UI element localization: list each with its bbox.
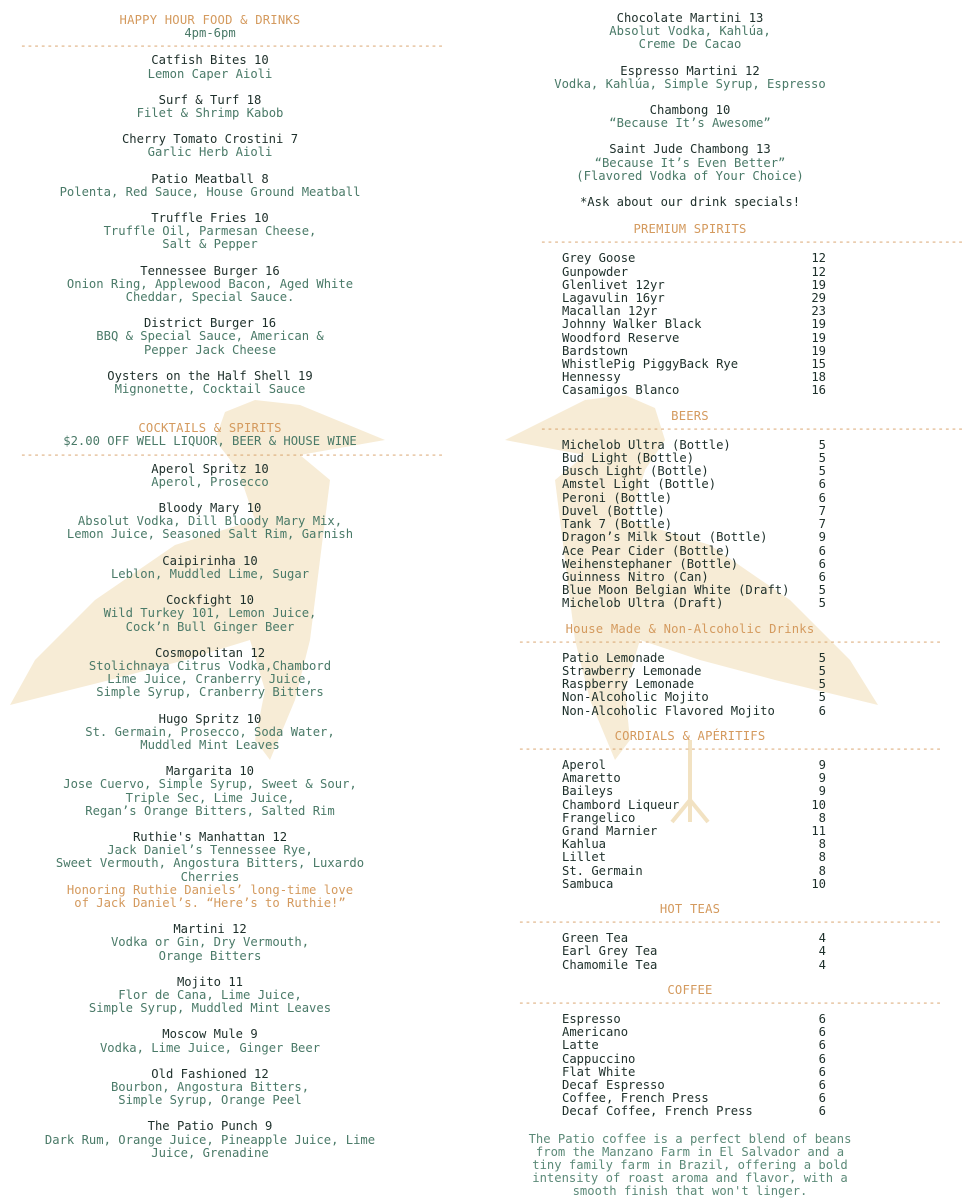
item-description: Mignonette, Cocktail Sauce (114, 382, 306, 397)
item-name: The Patio Punch 9 (147, 1119, 273, 1134)
drink-name: Dragon’s Milk Stout (Bottle) (562, 530, 768, 545)
price-row (562, 332, 826, 345)
price-row (562, 705, 826, 718)
drink-name: Macallan 12yr (562, 304, 658, 319)
menu-item (20, 94, 400, 120)
divider: ---------------------------------------------------------------- (540, 235, 964, 249)
item-description: BBQ & Special Sauce, American & (96, 329, 324, 344)
drink-name: Bardstown (562, 343, 629, 358)
drink-price: 19 (811, 343, 826, 358)
item-description: Regan’s Orange Bitters, Salted Rim (85, 803, 335, 818)
drink-name: Flat White (562, 1064, 636, 1079)
drink-price: 9 (818, 530, 826, 545)
item-description: Onion Ring, Applewood Bacon, Aged White (66, 276, 354, 291)
price-list (562, 652, 826, 718)
menu-item (20, 265, 400, 305)
item-description: Creme De Cacao (638, 37, 742, 52)
item-description: Juice, Grenadine (151, 1145, 269, 1160)
menu-item (20, 1120, 400, 1160)
drink-section (500, 728, 942, 891)
happy-hour-section (20, 13, 444, 397)
right-column (500, 0, 964, 1199)
drink-price: 23 (811, 304, 826, 319)
coffee-note-line: tiny family farm in Brazil, offering a bold (532, 1158, 848, 1173)
drink-name: Coffee, French Press (562, 1091, 709, 1106)
drink-price: 6 (818, 1104, 826, 1119)
item-name: Oysters on the Half Shell 19 (107, 368, 313, 383)
drink-price: 19 (811, 330, 826, 345)
drink-price: 10 (811, 797, 826, 812)
drink-price: 5 (818, 650, 826, 665)
coffee-note-line: from the Manzano Farm in El Salvador and a (535, 1144, 845, 1159)
drink-name: Latte (562, 1038, 599, 1053)
drink-price: 12 (811, 264, 826, 279)
divider: ---------------------------------------------------------------- (20, 39, 444, 53)
item-description: Lime Juice, Cranberry Juice, (107, 672, 313, 687)
drink-price: 5 (818, 437, 826, 452)
item-name: Old Fashioned 12 (151, 1066, 269, 1081)
price-row (562, 812, 826, 825)
drink-name: Lillet (562, 850, 607, 865)
price-list (562, 1013, 826, 1119)
item-note: of Jack Daniel’s. “Here’s to Ruthie!” (74, 895, 346, 910)
menu-item (20, 212, 400, 252)
drink-price: 9 (818, 771, 826, 786)
drink-name: Strawberry Lemonade (562, 663, 702, 678)
drink-name: Guinness Nitro (Can) (562, 569, 709, 584)
menu-item (500, 143, 880, 183)
drink-name: Peroni (Bottle) (562, 490, 673, 505)
item-name: Truffle Fries 10 (151, 211, 269, 226)
section-title: COFFEE (667, 982, 713, 997)
menu-item (20, 317, 400, 357)
drink-price: 15 (811, 357, 826, 372)
drink-name: Kahlua (562, 837, 607, 852)
drink-price: 8 (818, 837, 826, 852)
item-name: Surf & Turf 18 (158, 92, 262, 107)
drink-sections (500, 222, 964, 1119)
section-title: COCKTAILS & SPIRITS (138, 421, 282, 436)
drink-name: Amaretto (562, 771, 621, 786)
item-description: Cock’n Bull Ginger Beer (125, 619, 295, 634)
section-title: HOT TEAS (659, 901, 721, 916)
menu-item (20, 54, 400, 80)
item-description: Stolichnaya Citrus Vodka,Chambord (88, 658, 332, 673)
drink-name: Gunpowder (562, 264, 629, 279)
drink-price: 12 (811, 251, 826, 266)
drink-price: 7 (818, 503, 826, 518)
menu-item (20, 713, 400, 753)
drink-price: 8 (818, 810, 826, 825)
item-name: Mojito 11 (176, 974, 244, 989)
drink-name: Non-Alcoholic Mojito (562, 690, 709, 705)
drink-price: 5 (818, 451, 826, 466)
drink-name: Espresso (562, 1011, 621, 1026)
coffee-note (500, 1133, 880, 1199)
item-description: St. Germain, Prosecco, Soda Water, (85, 724, 335, 739)
item-description: Pepper Jack Cheese (143, 342, 277, 357)
menu-item (20, 765, 400, 818)
drink-price: 6 (818, 703, 826, 718)
item-name: Bloody Mary 10 (158, 501, 262, 516)
drink-name: Woodford Reserve (562, 330, 680, 345)
drink-name: Johnny Walker Black (562, 317, 702, 332)
drink-price: 4 (818, 957, 826, 972)
drink-name: Michelob Ultra (Bottle) (562, 437, 731, 452)
item-name: Moscow Mule 9 (162, 1027, 258, 1042)
coffee-note-line: The Patio coffee is a perfect blend of beans (528, 1131, 852, 1146)
drink-name: Frangelico (562, 810, 636, 825)
item-description: Flor de Cana, Lime Juice, (118, 987, 302, 1002)
drink-name: Tank 7 (Bottle) (562, 517, 673, 532)
drink-price: 6 (818, 1091, 826, 1106)
section-title: PREMIUM SPIRITS (633, 222, 747, 237)
price-row (562, 865, 826, 878)
menu-item (500, 12, 880, 52)
price-row (562, 785, 826, 798)
item-description: Dark Rum, Orange Juice, Pineapple Juice, Lime (44, 1132, 376, 1147)
drink-section (500, 408, 964, 611)
menu-item (20, 173, 400, 199)
menu-item (500, 104, 880, 130)
drink-name: Decaf Espresso (562, 1078, 665, 1092)
item-description: Salt & Pepper (162, 237, 258, 252)
price-row (562, 1105, 826, 1118)
item-description: Simple Syrup, Muddled Mint Leaves (88, 1001, 332, 1016)
price-row (562, 597, 826, 610)
item-description: Simple Syrup, Cranberry Bitters (96, 685, 324, 700)
item-description: Aperol, Prosecco (151, 474, 269, 489)
drink-price: 9 (818, 757, 826, 772)
menu-item (20, 370, 400, 396)
item-description: Absolut Vodka, Dill Bloody Mary Mix, (77, 514, 343, 529)
item-description: “Because It’s Awesome” (609, 116, 771, 131)
menu-item (20, 976, 400, 1016)
drink-name: Grey Goose (562, 251, 636, 266)
happy-hour-time: 4pm-6pm (184, 26, 236, 41)
drink-price: 4 (818, 944, 826, 959)
item-description: Bourbon, Angostura Bitters, (110, 1079, 310, 1094)
item-description: Orange Bitters (158, 948, 262, 963)
drink-name: Non-Alcoholic Flavored Mojito (562, 703, 775, 718)
drink-price: 29 (811, 291, 826, 306)
drink-name: Chambord Liqueur (562, 797, 680, 812)
divider: ---------------------------------------------------------------- (518, 995, 942, 1009)
divider: ---------------------------------------------------------------- (518, 634, 942, 648)
drink-price: 7 (818, 517, 826, 532)
drink-price: 6 (818, 1025, 826, 1040)
menu-item (20, 647, 400, 700)
item-name: Tennessee Burger 16 (140, 263, 280, 278)
drink-name: Chamomile Tea (562, 957, 658, 972)
drink-section (500, 621, 942, 718)
item-name: Patio Meatball 8 (151, 171, 269, 186)
drink-price: 6 (818, 569, 826, 584)
drink-name: Glenlivet 12yr (562, 277, 665, 292)
price-row (562, 1039, 826, 1052)
menu-item (20, 831, 400, 910)
drink-name: Lagavulin 16yr (562, 291, 665, 306)
drink-price: 18 (811, 370, 826, 385)
item-description: Vodka, Lime Juice, Ginger Beer (99, 1040, 321, 1055)
price-list (562, 252, 826, 397)
price-row (562, 878, 826, 891)
price-row (562, 478, 826, 491)
drink-price: 9 (818, 784, 826, 799)
price-list (562, 932, 826, 972)
price-row (562, 266, 826, 279)
item-description: Simple Syrup, Orange Peel (118, 1093, 302, 1108)
price-row (562, 652, 826, 665)
menu-item (20, 555, 400, 581)
price-list (562, 759, 826, 891)
item-description: Leblon, Muddled Lime, Sugar (110, 566, 310, 581)
item-name: Saint Jude Chambong 13 (609, 142, 771, 157)
menu-item (20, 502, 400, 542)
drink-price: 5 (818, 677, 826, 692)
drink-price: 5 (818, 690, 826, 705)
item-description: Jose Cuervo, Simple Syrup, Sweet & Sour, (63, 777, 357, 792)
price-row (562, 945, 826, 958)
price-row (562, 252, 826, 265)
happy-hour-items (20, 54, 400, 396)
drink-name: St. Germain (562, 863, 643, 878)
item-description: Truffle Oil, Parmesan Cheese, (103, 224, 317, 239)
section-title: House Made & Non-Alcoholic Drinks (565, 621, 815, 636)
item-description: “Because It’s Even Better” (594, 155, 786, 170)
drink-price: 4 (818, 931, 826, 946)
item-description: Triple Sec, Lime Juice, (125, 790, 295, 805)
drink-price: 19 (811, 277, 826, 292)
item-name: Cockfight 10 (165, 593, 255, 608)
item-name: Hugo Spritz 10 (158, 711, 262, 726)
section-title: HAPPY HOUR FOOD & DRINKS (119, 13, 301, 27)
price-row (562, 545, 826, 558)
drink-price: 6 (818, 1011, 826, 1026)
drink-price: 10 (811, 876, 826, 891)
drink-price: 5 (818, 464, 826, 479)
divider: ---------------------------------------------------------------- (518, 741, 942, 755)
price-list (562, 439, 826, 611)
item-name: Chambong 10 (649, 103, 731, 118)
section-title: CORDIALS & APÉRITIFS (614, 728, 766, 743)
cocktails-subtitle: $2.00 OFF WELL LIQUOR, BEER & HOUSE WINE (63, 434, 357, 449)
cocktail-items (20, 463, 400, 1160)
menu-item (20, 923, 400, 963)
item-name: Martini 12 (173, 922, 247, 937)
item-description: Vodka, Kahlúa, Simple Syrup, Espresso (554, 76, 826, 91)
drink-price: 6 (818, 1078, 826, 1092)
price-row (562, 558, 826, 571)
drink-price: 6 (818, 477, 826, 492)
item-description: Polenta, Red Sauce, House Ground Meatball (59, 184, 361, 199)
drink-price: 6 (818, 1064, 826, 1079)
item-name: Espresso Martini 12 (620, 63, 760, 78)
drink-price: 16 (811, 383, 826, 398)
item-description: Vodka or Gin, Dry Vermouth, (110, 935, 310, 950)
drink-name: Sambuca (562, 876, 614, 891)
price-row (562, 1026, 826, 1039)
specials-note: *Ask about our drink specials! (579, 195, 801, 210)
drink-name: Michelob Ultra (Draft) (562, 596, 724, 611)
item-description: Absolut Vodka, Kahlúa, (609, 24, 771, 39)
price-row (562, 799, 826, 812)
price-row (562, 691, 826, 704)
drink-name: Bud Light (Bottle) (562, 451, 695, 466)
item-name: District Burger 16 (143, 316, 277, 331)
drink-section (500, 222, 964, 398)
item-description: (Flavored Vodka of Your Choice) (576, 168, 804, 183)
menu-item (20, 133, 400, 159)
drink-name: Americano (562, 1025, 629, 1040)
drink-section (500, 982, 942, 1119)
drink-price: 6 (818, 490, 826, 505)
drink-name: Busch Light (Bottle) (562, 464, 709, 479)
drink-name: Blue Moon Belgian White (Draft) (562, 583, 790, 598)
price-row (562, 959, 826, 972)
drink-price: 5 (818, 596, 826, 611)
divider: ---------------------------------------------------------------- (20, 447, 444, 461)
drink-name: Aperol (562, 757, 607, 772)
drink-name: Baileys (562, 784, 614, 799)
drink-name: Decaf Coffee, French Press (562, 1104, 753, 1119)
item-description: Jack Daniel’s Tennessee Rye, (107, 843, 313, 858)
drink-name: Raspberry Lemonade (562, 677, 695, 692)
martini-items (500, 12, 880, 183)
drink-price: 5 (818, 663, 826, 678)
drink-price: 8 (818, 863, 826, 878)
drink-section (500, 901, 942, 972)
drink-price: 6 (818, 556, 826, 571)
drink-name: Cappuccino (562, 1051, 636, 1066)
item-name: Ruthie's Manhattan 12 (132, 829, 288, 844)
drink-price: 8 (818, 850, 826, 865)
item-name: Caipirinha 10 (162, 553, 258, 568)
drink-name: Ace Pear Cider (Bottle) (562, 543, 731, 558)
price-row (562, 384, 826, 397)
drink-price: 6 (818, 1051, 826, 1066)
drink-name: Patio Lemonade (562, 650, 665, 665)
divider: ---------------------------------------------------------------- (518, 915, 942, 929)
drink-name: Hennessy (562, 370, 621, 385)
price-row (562, 851, 826, 864)
item-description: Lemon Juice, Seasoned Salt Rim, Garnish (66, 527, 354, 542)
price-row (562, 531, 826, 544)
item-name: Cosmopolitan 12 (154, 645, 266, 660)
menu-item (500, 65, 880, 91)
item-description: Filet & Shrimp Kabob (136, 106, 284, 121)
item-description: Wild Turkey 101, Lemon Juice, (103, 606, 317, 621)
drink-name: Duvel (Bottle) (562, 503, 665, 518)
item-description: Garlic Herb Aioli (147, 145, 273, 160)
item-name: Chocolate Martini 13 (616, 11, 764, 25)
coffee-note-line: smooth finish that won't linger. (572, 1184, 808, 1199)
item-name: Cherry Tomato Crostini 7 (121, 132, 299, 147)
menu-item (20, 1028, 400, 1054)
drink-name: Earl Grey Tea (562, 944, 658, 959)
drink-price: 11 (811, 823, 826, 838)
menu-item (20, 594, 400, 634)
item-name: Catfish Bites 10 (151, 53, 269, 68)
item-description: Cheddar, Special Sauce. (125, 290, 295, 305)
drink-price: 19 (811, 317, 826, 332)
price-row (562, 1053, 826, 1066)
drink-name: WhistlePig PiggyBack Rye (562, 357, 739, 372)
drink-price: 6 (818, 543, 826, 558)
price-row (562, 492, 826, 505)
left-column (20, 0, 444, 1160)
coffee-note-line: intensity of roast aroma and flavor, with a (532, 1171, 848, 1186)
item-description: Lemon Caper Aioli (147, 66, 273, 81)
drink-name: Grand Marnier (562, 823, 658, 838)
item-description: Sweet Vermouth, Angostura Bitters, Luxardo (55, 856, 365, 871)
item-note: Honoring Ruthie Daniels’ long-time love (66, 882, 354, 897)
menu-item (20, 1068, 400, 1108)
menu-item (20, 463, 400, 489)
item-description: Muddled Mint Leaves (140, 737, 280, 752)
drink-price: 6 (818, 1038, 826, 1053)
item-name: Margarita 10 (165, 764, 255, 779)
drink-name: Amstel Light (Bottle) (562, 477, 717, 492)
section-title: BEERS (671, 408, 709, 423)
item-description: Cherries (180, 869, 240, 884)
item-name: Aperol Spritz 10 (151, 461, 269, 476)
drink-name: Casamigos Blanco (562, 383, 680, 398)
drink-name: Weihenstephaner (Bottle) (562, 556, 739, 571)
price-row (562, 318, 826, 331)
divider: ---------------------------------------------------------------- (540, 421, 964, 435)
cocktails-section (20, 421, 444, 1160)
drink-name: Green Tea (562, 931, 629, 946)
drink-price: 5 (818, 583, 826, 598)
